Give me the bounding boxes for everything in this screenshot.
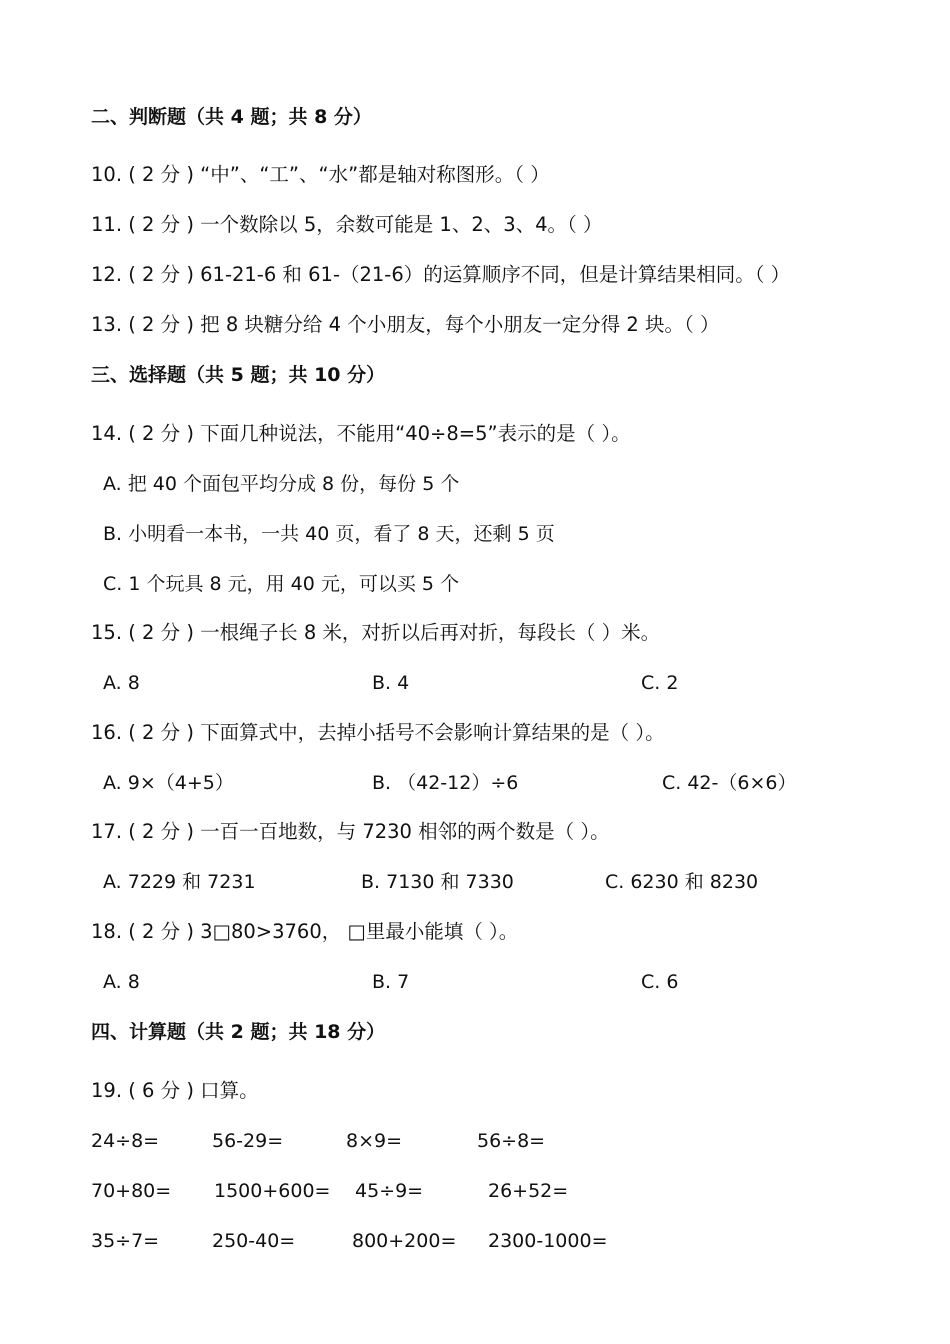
oral-calc-item: 1500+600= xyxy=(214,1180,331,1202)
option-17-c: C. 6230 和 8230 xyxy=(605,871,759,893)
option-16-b: B. （42-12）÷6 xyxy=(372,772,519,794)
section-heading-choice: 三、选择题（共 5 题；共 10 分） xyxy=(91,364,386,386)
option-18-c: C. 6 xyxy=(641,971,679,993)
option-15-c: C. 2 xyxy=(641,672,679,694)
option-15-a: A. 8 xyxy=(103,672,140,694)
question-13: 13. ( 2 分 ) 把 8 块糖分给 4 个小朋友，每个小朋友一定分得 2 块。（ ） xyxy=(91,313,720,336)
option-14-a: A. 把 40 个面包平均分成 8 份，每份 5 个 xyxy=(103,473,460,495)
oral-calc-item: 45÷9= xyxy=(355,1180,424,1202)
oral-calc-item: 56-29= xyxy=(212,1130,284,1152)
question-17: 17. ( 2 分 ) 一百一百地数，与 7230 相邻的两个数是（ ）。 xyxy=(91,820,610,843)
question-10: 10. ( 2 分 ) “中”、“工”、“水”都是轴对称图形。（ ） xyxy=(91,163,550,186)
oral-calc-item: 35÷7= xyxy=(91,1230,160,1252)
option-16-c: C. 42-（6×6） xyxy=(662,772,797,794)
oral-calc-item: 250-40= xyxy=(212,1230,296,1252)
oral-calc-item: 26+52= xyxy=(488,1180,569,1202)
option-17-a: A. 7229 和 7231 xyxy=(103,871,256,893)
question-12: 12. ( 2 分 ) 61-21-6 和 61-（21-6）的运算顺序不同，但是计算结果相同。（ ） xyxy=(91,263,791,286)
question-15: 15. ( 2 分 ) 一根绳子长 8 米，对折以后再对折，每段长（ ）米。 xyxy=(91,621,661,644)
question-11: 11. ( 2 分 ) 一个数除以 5，余数可能是 1、2、3、4。（ ） xyxy=(91,213,603,236)
question-19: 19. ( 6 分 ) 口算。 xyxy=(91,1079,259,1102)
oral-calc-item: 56÷8= xyxy=(477,1130,546,1152)
option-15-b: B. 4 xyxy=(372,672,410,694)
oral-calc-item: 2300-1000= xyxy=(488,1230,608,1252)
oral-calc-item: 70+80= xyxy=(91,1180,172,1202)
option-14-b: B. 小明看一本书，一共 40 页，看了 8 天，还剩 5 页 xyxy=(103,523,555,545)
oral-calc-item: 24÷8= xyxy=(91,1130,160,1152)
oral-calc-item: 800+200= xyxy=(352,1230,457,1252)
question-14: 14. ( 2 分 ) 下面几种说法，不能用“40÷8=5”表示的是（ ）。 xyxy=(91,422,631,445)
question-18: 18. ( 2 分 ) 3□80>3760， □里最小能填（ ）。 xyxy=(91,920,519,943)
option-18-a: A. 8 xyxy=(103,971,140,993)
question-16: 16. ( 2 分 ) 下面算式中，去掉小括号不会影响计算结果的是（ ）。 xyxy=(91,721,665,744)
option-16-a: A. 9×（4+5） xyxy=(103,772,234,794)
option-18-b: B. 7 xyxy=(372,971,410,993)
option-14-c: C. 1 个玩具 8 元，用 40 元，可以买 5 个 xyxy=(103,573,460,595)
section-heading-calc: 四、计算题（共 2 题；共 18 分） xyxy=(91,1021,386,1043)
option-17-b: B. 7130 和 7330 xyxy=(361,871,514,893)
oral-calc-item: 8×9= xyxy=(346,1130,403,1152)
section-heading-judge: 二、判断题（共 4 题；共 8 分） xyxy=(91,106,372,128)
